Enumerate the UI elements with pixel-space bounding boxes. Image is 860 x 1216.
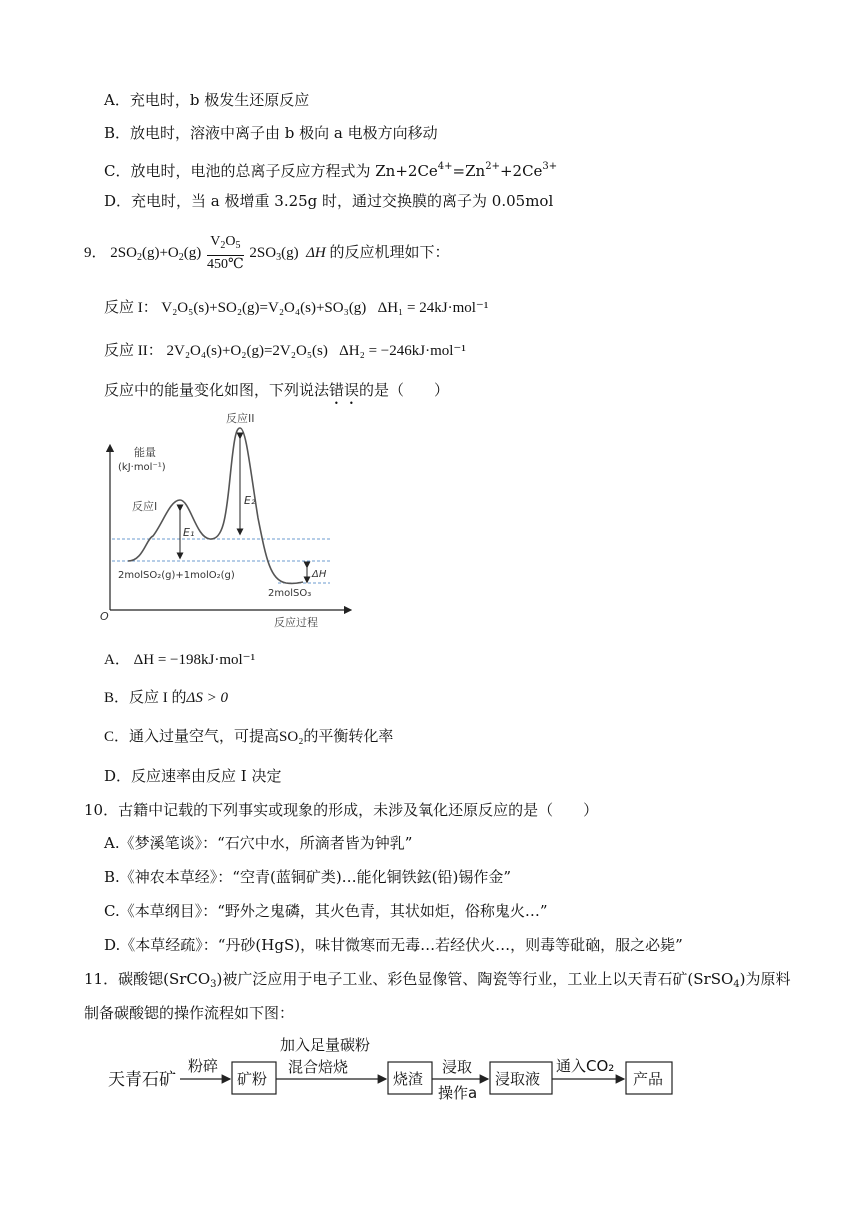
r2-label: 反应 II： [104, 343, 163, 359]
q10-option-c: C.《本草纲目》：“野外之鬼磷，其火色青，其状如炬，俗称鬼火…” [104, 902, 548, 920]
q9-reaction-1 [104, 298, 488, 318]
q9-option-a [104, 650, 255, 670]
q9-option-b-text: B．反应 I 的 [104, 690, 187, 706]
q11-stem-line2: 制备碳酸锶的操作流程如下图： [84, 1004, 295, 1022]
q9-number: 9． [84, 244, 107, 261]
r2-dh: ΔH₂ = −246kJ·mol⁻¹ [339, 343, 466, 359]
flow-box-4-label: 产品 [633, 1070, 664, 1088]
flow-box-1-label: 矿粉 [237, 1070, 268, 1088]
q11-stem-mid: )被广泛应用于电子工业、彩色显像管、陶瓷等行业，工业上以天青石矿(SrSO [216, 970, 734, 988]
q8-option-c-text2: =Zn [452, 162, 486, 180]
q11-stem-pre: 11．碳酸锶(SrCO [84, 970, 211, 988]
e2-label: E₂ [244, 494, 256, 507]
catalyst-o: O [225, 234, 236, 249]
catalyst-sub1: 2 [220, 240, 226, 251]
y-axis-title: 能量 [134, 446, 156, 459]
catalyst-condition [207, 234, 244, 273]
energy-diagram [98, 408, 358, 632]
q8-option-b: B．放电时，溶液中离子由 b 极向 a 电极方向移动 [104, 124, 438, 142]
catalyst-temp: 450℃ [207, 257, 244, 272]
q11-stem-line1 [84, 969, 791, 995]
q9-option-a-math: ΔH = −198kJ·mol⁻¹ [133, 652, 256, 668]
flow-arrow-2-bottom: 混合焙烧 [288, 1058, 349, 1076]
r1-equation: V₂O₅(s)+SO₂(g)=V₂O₄(s)+SO₃(g) [161, 300, 367, 316]
r2-equation: 2V₂O₄(s)+O₂(g)=2V₂O₅(s) [166, 343, 328, 359]
zn2-charge: 2+ [485, 161, 500, 172]
q9-question [104, 380, 449, 408]
q9-eq-left: 2SO [110, 244, 137, 261]
q9-question-post: 的是（ ） [359, 381, 450, 399]
q8-option-c [104, 157, 557, 181]
flow-arrow-4-label: 通入CO₂ [556, 1057, 615, 1075]
q9-option-c [104, 727, 393, 747]
flow-arrow-3-bottom: 操作a [438, 1084, 478, 1102]
q10-option-a: A.《梦溪笔谈》：“石穴中水，所滴者皆为钟乳” [104, 834, 413, 852]
q9-dh: ΔH [306, 244, 326, 261]
q10-option-d: D.《本草经疏》：“丹砂(HgS)，味甘微寒而无毒…若经伏火…，则毒等砒硇，服之必毙” [104, 936, 683, 954]
peak1-label: 反应I [132, 500, 158, 513]
q9-question-pre: 反应中的能量变化如图，下列说法 [104, 381, 330, 399]
x-axis-title: 反应过程 [274, 616, 318, 629]
ce3-charge: 3+ [542, 161, 558, 172]
q9-option-b [104, 688, 228, 708]
q9-option-c-math: SO₂ [279, 729, 304, 745]
flow-start: 天青石矿 [108, 1070, 176, 1090]
q11-stem-post: )为原料 [739, 970, 791, 988]
origin-label: O [100, 610, 109, 623]
r1-label: 反应 I： [104, 300, 158, 316]
q8-option-d: D．充电时，当 a 极增重 3.25g 时，通过交换膜的离子为 0.05mol [104, 192, 554, 210]
q9-option-b-math: ΔS > 0 [186, 690, 228, 706]
q11-sub4: 4 [733, 979, 740, 990]
process-flowchart [104, 1034, 714, 1106]
q9-eq-left2: (g)+O [141, 244, 179, 261]
ce4-charge: 4+ [437, 161, 453, 172]
dh-label: ΔH [312, 569, 327, 580]
q9-reaction-2 [104, 341, 466, 361]
q8-option-a: A．充电时，b 极发生还原反应 [104, 91, 310, 109]
e1-label: E₁ [183, 526, 195, 539]
q10-option-b: B.《神农本草经》：“空青(蓝铜矿类)…能化铜铁鉉(铅)锡作金” [104, 868, 512, 886]
q9-stem: 9． $2SO_2(g)+O_2(g)$ $\frac{V_2O_5}{450℃}$ $2SO_3(g)$ ΔH 的反应机理如下： [84, 234, 450, 272]
flow-arrow-2-top: 加入足量碳粉 [280, 1036, 371, 1054]
reactants-label: 2molSO₂(g)+1molO₂(g) [118, 570, 235, 581]
q9-eq-left3: (g) [183, 244, 202, 261]
flow-box-2-label: 烧渣 [393, 1070, 424, 1088]
catalyst-sub2: 5 [235, 240, 241, 251]
q9-option-d: D．反应速率由反应 I 决定 [104, 767, 282, 785]
q11-sub3: 3 [210, 979, 217, 990]
q9-option-c-text: C．通入过量空气，可提高 [104, 729, 280, 745]
y-axis-unit: (kJ·mol⁻¹) [118, 462, 166, 473]
flow-arrow-1-label: 粉碎 [188, 1057, 219, 1075]
q9-option-a-letter: A． [104, 652, 130, 668]
products-label: 2molSO₃ [268, 588, 312, 599]
q9-eq-right: 2SO [249, 244, 277, 261]
q8-option-c-text3: +2Ce [499, 162, 543, 180]
catalyst-v: V [210, 234, 221, 249]
flow-box-3-label: 浸取液 [495, 1070, 541, 1088]
q9-eq-right2: (g) [281, 244, 299, 261]
peak2-label: 反应II [226, 412, 255, 425]
q9-stem-tail: 的反应机理如下： [329, 244, 450, 261]
q9-question-emphasis: 错误 [329, 381, 360, 399]
q9-option-c-post: 的平衡转化率 [303, 729, 394, 745]
q10-stem: 10．古籍中记载的下列事实或现象的形成，未涉及氧化还原反应的是（ ） [84, 801, 599, 819]
q8-option-c-text: C．放电时，电池的总离子反应方程式为 Zn+2Ce [104, 162, 438, 180]
r1-dh: ΔH₁ = 24kJ·mol⁻¹ [377, 300, 489, 316]
flow-arrow-3-top: 浸取 [442, 1058, 473, 1076]
